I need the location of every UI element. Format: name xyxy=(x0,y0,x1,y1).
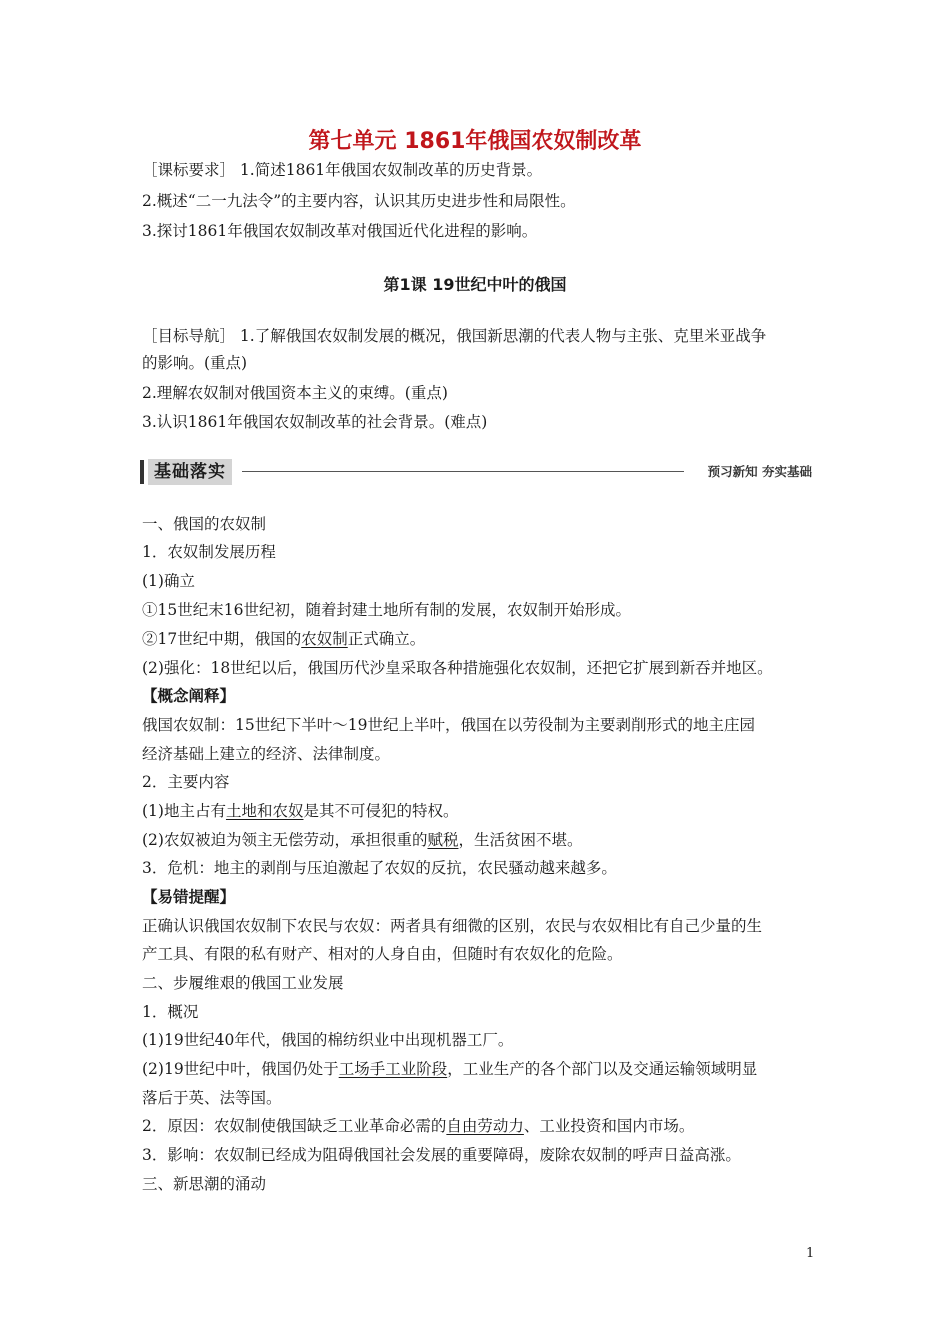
unit-requirement-2: 2.概述“二一九法令”的主要内容，认识其历史进步性和局限性。 xyxy=(142,192,576,210)
text-line: 正确认识俄国农奴制下农民与农奴：两者具有细微的区别，农民与农奴相比有自己少量的生 xyxy=(142,917,763,935)
text-fragment: ，生活贫困不堪。 xyxy=(458,831,583,849)
text-fragment: 2．原因：农奴制使俄国缺乏工业革命必需的 xyxy=(142,1117,447,1135)
text-fragment: 、工业投资和国内市场。 xyxy=(523,1117,695,1135)
heading-industry: 二、步履维艰的俄国工业发展 xyxy=(142,974,344,992)
tip-label: 【易错提醒】 xyxy=(142,888,236,906)
sub-heading: 1．概况 xyxy=(142,1003,199,1021)
text-line: 经济基础上建立的经济、法律制度。 xyxy=(142,745,391,763)
text-fragment: 正式确立。 xyxy=(347,630,426,648)
text-line: (1)确立 xyxy=(142,572,195,590)
goal-2: 2.理解农奴制对俄国资本主义的束缚。(重点) xyxy=(142,384,448,402)
underlined-term: 农奴制 xyxy=(301,630,348,648)
heading-new-thought: 三、新思潮的涌动 xyxy=(142,1175,267,1193)
text-fragment: ，工业生产的各个部门以及交通运输领域明显 xyxy=(447,1060,758,1078)
concept-label: 【概念阐释】 xyxy=(142,687,236,705)
heading-serfdom: 一、俄国的农奴制 xyxy=(142,515,267,533)
section-marker xyxy=(140,460,144,484)
text-fragment: (1)地主占有 xyxy=(142,802,226,820)
unit-requirement-1: ［课标要求］ 1.简述1861年俄国农奴制改革的历史背景。 xyxy=(142,161,543,179)
page-number: 1 xyxy=(806,1246,815,1261)
goal-1-cont: 的影响。(重点) xyxy=(142,354,248,372)
underlined-term: 赋税 xyxy=(427,831,459,849)
underlined-term: 工场手工业阶段 xyxy=(338,1060,448,1078)
text-line: 落后于英、法等国。 xyxy=(142,1089,282,1107)
text-line xyxy=(142,629,425,649)
goal-1: ［目标导航］ 1.了解俄国农奴制发展的概况，俄国新思潮的代表人物与主张、克里米亚战争 xyxy=(142,327,767,345)
lesson-title: 第1课 19世纪中叶的俄国 xyxy=(383,275,567,294)
text-line: 3．影响：农奴制已经成为阻碍俄国社会发展的重要障碍，废除农奴制的呼声日益高涨。 xyxy=(142,1146,741,1164)
unit-requirement-3: 3.探讨1861年俄国农奴制改革对俄国近代化进程的影响。 xyxy=(142,222,538,240)
text-fragment: (2)19世纪中叶，俄国仍处于 xyxy=(142,1060,339,1078)
text-line xyxy=(142,1116,694,1136)
text-line: (2)强化：18世纪以后，俄国历代沙皇采取各种措施强化农奴制，还把它扩展到新吞并地区。 xyxy=(142,659,773,677)
underlined-term: 自由劳动力 xyxy=(446,1117,524,1135)
text-fragment: 是其不可侵犯的特权。 xyxy=(303,802,459,820)
text-line xyxy=(142,830,583,850)
underlined-term: 土地和农奴 xyxy=(225,802,304,820)
text-line: (1)19世纪40年代，俄国的棉纺织业中出现机器工厂。 xyxy=(142,1031,514,1049)
text-line: 3．危机：地主的剥削与压迫激起了农奴的反抗，农民骚动越来越多。 xyxy=(142,859,617,877)
goal-3: 3.认识1861年俄国农奴制改革的社会背景。(难点) xyxy=(142,413,488,431)
sub-heading: 2．主要内容 xyxy=(142,773,230,791)
page-title: 第七单元 1861年俄国农奴制改革 xyxy=(308,129,642,154)
section-header xyxy=(140,458,812,486)
section-divider xyxy=(242,471,684,472)
sub-heading: 1．农奴制发展历程 xyxy=(142,543,276,561)
section-subtitle: 预习新知 夯实基础 xyxy=(707,464,812,479)
text-line xyxy=(142,1059,757,1079)
text-fragment: (2)农奴被迫为领主无偿劳动，承担很重的 xyxy=(142,831,428,849)
section-label: 基础落实 xyxy=(148,459,232,485)
text-fragment: ②17世纪中期，俄国的 xyxy=(142,630,302,648)
text-line: ①15世纪末16世纪初，随着封建土地所有制的发展，农奴制开始形成。 xyxy=(142,601,631,619)
text-line: 俄国农奴制：15世纪下半叶～19世纪上半叶，俄国在以劳役制为主要剥削形式的地主庄园 xyxy=(142,716,755,734)
text-line xyxy=(142,801,459,821)
text-line: 产工具、有限的私有财产、相对的人身自由，但随时有农奴化的危险。 xyxy=(142,945,623,963)
